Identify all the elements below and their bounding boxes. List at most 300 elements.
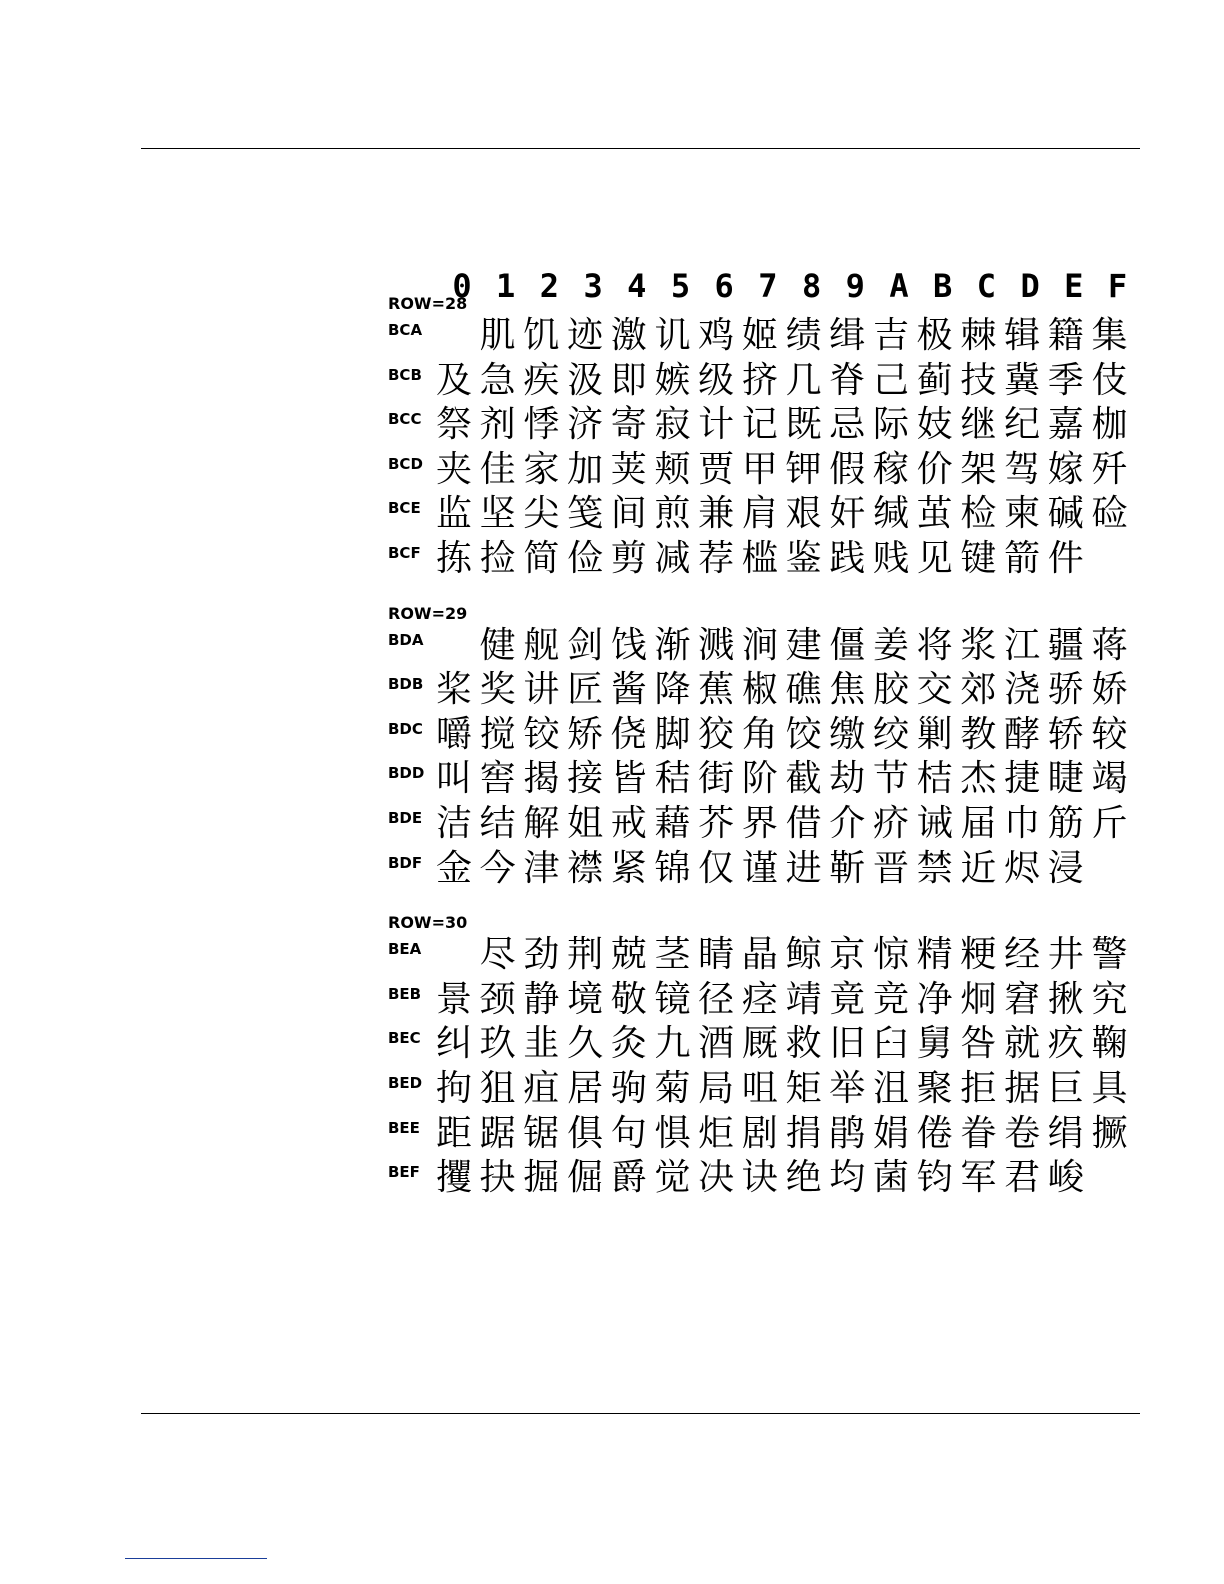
glyph-cell: 记 — [741, 404, 778, 446]
glyph-cell: 戒 — [610, 802, 647, 844]
column-header-e: E — [1064, 267, 1084, 305]
glyph-cell: 攫 — [435, 1157, 472, 1199]
glyph-cell: 锦 — [654, 847, 691, 889]
glyph-cell: 锯 — [523, 1112, 560, 1154]
glyph-cell: 激 — [610, 315, 647, 356]
glyph-cell: 茎 — [654, 934, 691, 976]
glyph-cell: 伎 — [1091, 359, 1128, 401]
glyph-cell: 既 — [785, 404, 822, 446]
glyph-cell: 歼 — [1091, 448, 1128, 490]
glyph-cell: 讥 — [654, 315, 691, 356]
glyph-cell: 禁 — [916, 847, 953, 889]
glyph-cell: 嫉 — [654, 359, 691, 401]
glyph-cell: 咀 — [741, 1067, 778, 1109]
glyph-cell: 祭 — [435, 404, 472, 446]
column-header-8: 8 — [801, 267, 822, 305]
glyph-cell: 咎 — [960, 1023, 997, 1065]
code-row — [388, 359, 1148, 404]
glyph-cell: 监 — [435, 493, 472, 535]
glyph-cell: 减 — [654, 537, 691, 579]
glyph-cell: 句 — [610, 1112, 647, 1154]
glyph-cell: 警 — [1091, 934, 1128, 976]
row-code: BEE — [388, 1118, 420, 1137]
glyph-cell: 疚 — [1047, 1023, 1084, 1065]
row-code: BCA — [388, 321, 423, 339]
glyph-cell: 井 — [1047, 934, 1084, 976]
glyph-cell: 椒 — [741, 669, 778, 711]
glyph-cell: 缴 — [829, 713, 866, 755]
glyph-cell: 倔 — [567, 1157, 604, 1199]
glyph-cell: 爵 — [610, 1157, 647, 1199]
glyph-cell: 斤 — [1091, 802, 1128, 844]
glyph-cell: 碱 — [1047, 493, 1084, 535]
glyph-cell: 敬 — [610, 978, 647, 1020]
glyph-cell: 焦 — [829, 669, 866, 711]
glyph-cell: 季 — [1047, 359, 1084, 401]
glyph-cell: 经 — [1004, 934, 1041, 976]
glyph-cell: 急 — [479, 359, 516, 401]
glyph-cell: 硷 — [1091, 493, 1128, 535]
glyph-cell: 捷 — [1004, 758, 1041, 800]
glyph-cell: 绩 — [785, 315, 822, 356]
glyph-cell: 靳 — [829, 847, 866, 889]
code-row — [388, 1156, 1148, 1201]
glyph-cell: 脚 — [654, 713, 691, 755]
glyph-cell: 肩 — [741, 493, 778, 535]
code-row — [388, 314, 1148, 359]
glyph-cell: 加 — [567, 448, 604, 490]
row-code: BED — [388, 1073, 423, 1092]
glyph-cell: 狡 — [698, 713, 735, 755]
glyph-cell: 技 — [960, 359, 997, 401]
glyph-cell: 据 — [1004, 1067, 1041, 1109]
glyph-cell: 捡 — [479, 537, 516, 579]
glyph-cell: 晶 — [741, 934, 778, 976]
glyph-cell: 举 — [829, 1067, 866, 1109]
glyph-cell: 进 — [785, 847, 822, 889]
glyph-cell: 嚼 — [435, 713, 472, 755]
code-row — [388, 537, 1148, 582]
glyph-cell: 粳 — [960, 934, 997, 976]
column-header-9: 9 — [845, 267, 865, 305]
glyph-cell: 健 — [479, 624, 516, 666]
glyph-cell: 晋 — [872, 847, 909, 889]
glyph-cell: 杰 — [960, 758, 997, 800]
glyph-cell: 己 — [872, 359, 909, 401]
glyph-cell: 紧 — [610, 847, 647, 889]
row-block — [388, 604, 1148, 892]
row-code: BEA — [388, 940, 422, 959]
glyph-cell: 教 — [960, 713, 997, 755]
glyph-cell: 郊 — [960, 669, 997, 711]
glyph-cell: 俭 — [567, 537, 604, 579]
glyph-cell: 级 — [698, 359, 735, 401]
glyph-cell: 菊 — [654, 1067, 691, 1109]
glyph-cell: 佳 — [479, 448, 516, 490]
code-row — [388, 802, 1148, 847]
glyph-cell: 拣 — [435, 537, 472, 579]
glyph-cell: 饺 — [785, 713, 822, 755]
glyph-cell: 精 — [916, 934, 953, 976]
glyph-cell: 镜 — [654, 978, 691, 1020]
glyph-cell: 街 — [698, 758, 735, 800]
glyph-cell: 捐 — [785, 1112, 822, 1154]
glyph-cell: 净 — [916, 978, 953, 1020]
glyph-cell: 睛 — [698, 934, 735, 976]
glyph-cell: 兼 — [698, 493, 735, 535]
glyph-cell: 柬 — [1004, 493, 1041, 535]
glyph-cell: 绞 — [872, 713, 909, 755]
row-code: BDC — [388, 719, 423, 738]
row-code: BDF — [388, 853, 423, 872]
glyph-cell: 踞 — [479, 1112, 516, 1154]
glyph-cell: 巨 — [1047, 1067, 1084, 1109]
glyph-cell: 枷 — [1091, 404, 1128, 446]
glyph-cell: 辑 — [1004, 315, 1041, 356]
glyph-cell: 灸 — [610, 1023, 647, 1065]
row-code: BCF — [388, 543, 421, 562]
column-header-f: F — [1107, 267, 1128, 305]
glyph-cell: 挤 — [741, 359, 778, 401]
glyph-cell: 届 — [960, 802, 997, 844]
glyph-cell: 劫 — [829, 758, 866, 800]
glyph-cell: 均 — [829, 1157, 866, 1199]
code-row — [388, 403, 1148, 448]
glyph-cell: 娟 — [872, 1112, 909, 1154]
row-code: BEB — [388, 984, 422, 1003]
glyph-cell: 津 — [523, 847, 560, 889]
glyph-cell: 抉 — [479, 1157, 516, 1199]
glyph-cell: 决 — [698, 1157, 735, 1199]
glyph-cell: 径 — [698, 978, 735, 1020]
glyph-cell: 降 — [654, 669, 691, 711]
glyph-cell: 秸 — [654, 758, 691, 800]
glyph-cell: 鸡 — [698, 315, 735, 356]
glyph-cell: 奸 — [829, 493, 866, 535]
character-code-table — [388, 268, 1148, 1201]
glyph-cell: 骄 — [1047, 669, 1084, 711]
glyph-cell: 稼 — [872, 448, 909, 490]
column-header-3: 3 — [583, 267, 603, 305]
glyph-cell: 峻 — [1047, 1157, 1084, 1199]
glyph-cell: 睫 — [1047, 758, 1084, 800]
column-header-2: 2 — [539, 267, 560, 305]
glyph-cell: 假 — [829, 448, 866, 490]
glyph-cell: 较 — [1091, 713, 1128, 755]
glyph-cell: 侥 — [610, 713, 647, 755]
glyph-cell: 夹 — [435, 448, 472, 490]
code-row — [388, 847, 1148, 892]
glyph-cell: 缄 — [872, 493, 909, 535]
glyph-cell: 惧 — [654, 1112, 691, 1154]
glyph-cell: 襟 — [567, 847, 604, 889]
glyph-cell: 钾 — [785, 448, 822, 490]
glyph-cell: 近 — [960, 847, 997, 889]
glyph-cell: 绝 — [785, 1157, 822, 1199]
glyph-cell: 结 — [479, 802, 516, 844]
glyph-cell: 江 — [1004, 624, 1041, 666]
glyph-cell: 竞 — [872, 978, 909, 1020]
glyph-cell: 究 — [1091, 978, 1128, 1020]
glyph-cell: 劲 — [523, 934, 560, 976]
glyph-cell: 窖 — [479, 758, 516, 800]
glyph-cell: 军 — [960, 1157, 997, 1199]
glyph-cell: 冀 — [1004, 359, 1041, 401]
glyph-cell: 荆 — [567, 934, 604, 976]
glyph-cell: 皆 — [610, 758, 647, 800]
glyph-cell: 将 — [916, 624, 953, 666]
column-header-1: 1 — [496, 267, 516, 305]
glyph-cell: 及 — [435, 359, 472, 401]
glyph-cell: 解 — [523, 802, 560, 844]
glyph-cell: 尽 — [479, 934, 516, 976]
glyph-cell: 阶 — [741, 758, 778, 800]
glyph-cell: 界 — [741, 802, 778, 844]
glyph-cell: 惊 — [872, 934, 909, 976]
glyph-cell: 角 — [741, 713, 778, 755]
glyph-cell: 颈 — [479, 978, 516, 1020]
glyph-cell: 疥 — [872, 802, 909, 844]
glyph-cell: 纪 — [1004, 404, 1041, 446]
glyph-cell: 景 — [435, 978, 472, 1020]
glyph-cell: 节 — [872, 758, 909, 800]
row-code: BEC — [388, 1029, 421, 1048]
glyph-cell: 汲 — [567, 359, 604, 401]
glyph-cell: 静 — [523, 978, 560, 1020]
glyph-cell: 旧 — [829, 1023, 866, 1065]
glyph-cell: 继 — [960, 404, 997, 446]
glyph-cell: 籍 — [1047, 315, 1084, 356]
row-code: BDE — [388, 808, 423, 827]
glyph-cell: 饯 — [610, 624, 647, 666]
glyph-cell: 韭 — [523, 1023, 560, 1065]
glyph-cell: 践 — [829, 537, 866, 579]
glyph-cell: 剑 — [567, 624, 604, 666]
row-code: BDB — [388, 675, 424, 694]
glyph-cell: 叫 — [435, 758, 472, 800]
glyph-cell: 鉴 — [785, 537, 822, 579]
code-row — [388, 1112, 1148, 1157]
glyph-cell: 聚 — [916, 1067, 953, 1109]
row-code: BCC — [388, 410, 422, 429]
glyph-cell: 坚 — [479, 493, 516, 535]
glyph-cell: 拒 — [960, 1067, 997, 1109]
glyph-cell: 箭 — [1004, 537, 1041, 579]
glyph-cell: 玖 — [479, 1023, 516, 1065]
glyph-cell: 仅 — [698, 847, 735, 889]
row-code: BCE — [388, 499, 421, 518]
glyph-cell: 舰 — [523, 624, 560, 666]
glyph-cell: 今 — [479, 847, 516, 889]
glyph-cell: 极 — [916, 315, 953, 356]
glyph-cell: 烬 — [1004, 847, 1041, 889]
glyph-cell: 寄 — [610, 404, 647, 446]
glyph-cell: 觉 — [654, 1157, 691, 1199]
glyph-cell: 检 — [960, 493, 997, 535]
glyph-cell: 交 — [916, 669, 953, 711]
glyph-cell: 铰 — [523, 713, 560, 755]
glyph-cell: 距 — [435, 1112, 472, 1154]
glyph-cell: 溅 — [698, 624, 735, 666]
row-code: BCB — [388, 365, 422, 384]
glyph-cell: 疆 — [1047, 624, 1084, 666]
row-code: BDD — [388, 764, 425, 783]
glyph-cell: 渐 — [654, 624, 691, 666]
glyph-cell: 鲸 — [785, 934, 822, 976]
glyph-cell: 简 — [523, 537, 560, 579]
glyph-cell: 匠 — [567, 669, 604, 711]
glyph-cell: 际 — [872, 404, 909, 446]
glyph-cell: 即 — [610, 359, 647, 401]
glyph-cell: 浸 — [1047, 847, 1084, 889]
glyph-cell: 居 — [567, 1067, 604, 1109]
glyph-cell: 艰 — [785, 493, 822, 535]
glyph-cell: 姬 — [741, 315, 778, 356]
glyph-cell: 鞠 — [1091, 1023, 1128, 1065]
glyph-cell: 见 — [916, 537, 953, 579]
glyph-cell: 茧 — [916, 493, 953, 535]
glyph-cell: 迹 — [567, 315, 604, 356]
glyph-cell: 竭 — [1091, 758, 1128, 800]
row-label: ROW=28 — [388, 294, 468, 313]
code-row — [388, 713, 1148, 758]
glyph-cell: 桨 — [435, 669, 472, 711]
glyph-cell: 矫 — [567, 713, 604, 755]
column-header-5: 5 — [670, 267, 691, 305]
glyph-cell: 吉 — [872, 315, 909, 356]
glyph-cell: 忌 — [829, 404, 866, 446]
glyph-cell: 炬 — [698, 1112, 735, 1154]
glyph-cell: 巾 — [1004, 802, 1041, 844]
column-header-6: 6 — [714, 267, 734, 305]
glyph-cell: 截 — [785, 758, 822, 800]
glyph-cell: 贾 — [698, 448, 735, 490]
glyph-cell: 荐 — [698, 537, 735, 579]
glyph-cell: 兢 — [610, 934, 647, 976]
glyph-cell: 倦 — [916, 1112, 953, 1154]
glyph-cell: 金 — [435, 847, 472, 889]
glyph-cell: 撅 — [1091, 1112, 1128, 1154]
row-code: BCD — [388, 454, 423, 473]
code-row — [388, 978, 1148, 1023]
row-code: BDA — [388, 630, 424, 649]
glyph-cell: 窘 — [1004, 978, 1041, 1020]
code-row — [388, 448, 1148, 493]
glyph-cell: 键 — [960, 537, 997, 579]
footer-link-underline — [125, 1558, 267, 1559]
glyph-cell: 浇 — [1004, 669, 1041, 711]
glyph-cell: 掘 — [523, 1157, 560, 1199]
glyph-cell: 炯 — [960, 978, 997, 1020]
glyph-cell: 间 — [610, 493, 647, 535]
glyph-cell: 救 — [785, 1023, 822, 1065]
code-row — [388, 668, 1148, 713]
glyph-cell: 痉 — [741, 978, 778, 1020]
glyph-cell: 蕉 — [698, 669, 735, 711]
glyph-cell: 浆 — [960, 624, 997, 666]
code-row — [388, 1022, 1148, 1067]
code-row — [388, 624, 1148, 669]
glyph-cell: 蓟 — [916, 359, 953, 401]
glyph-cell: 借 — [785, 802, 822, 844]
glyph-cell: 芥 — [698, 802, 735, 844]
glyph-cell: 姐 — [567, 802, 604, 844]
column-header-7: 7 — [758, 267, 778, 305]
glyph-cell: 荚 — [610, 448, 647, 490]
glyph-cell: 诫 — [916, 802, 953, 844]
glyph-cell: 笺 — [567, 493, 604, 535]
glyph-cell: 槛 — [741, 537, 778, 579]
glyph-cell: 卷 — [1004, 1112, 1041, 1154]
row-block — [388, 913, 1148, 1201]
glyph-cell: 拘 — [435, 1067, 472, 1109]
glyph-cell: 煎 — [654, 493, 691, 535]
glyph-cell: 集 — [1091, 315, 1128, 356]
column-header-b: B — [933, 267, 953, 305]
column-header-d: D — [1020, 267, 1040, 305]
glyph-cell: 境 — [567, 978, 604, 1020]
row-code: BEF — [388, 1163, 420, 1182]
glyph-cell: 架 — [960, 448, 997, 490]
glyph-cell: 嘉 — [1047, 404, 1084, 446]
glyph-cell: 舅 — [916, 1023, 953, 1065]
column-header-4: 4 — [627, 267, 647, 305]
glyph-cell: 件 — [1047, 537, 1084, 579]
glyph-cell: 久 — [567, 1023, 604, 1065]
glyph-cell: 眷 — [960, 1112, 997, 1154]
glyph-cell: 饥 — [523, 315, 560, 356]
row-label: ROW=30 — [388, 913, 468, 933]
glyph-cell: 僵 — [829, 624, 866, 666]
glyph-cell: 驾 — [1004, 448, 1041, 490]
glyph-cell: 价 — [916, 448, 953, 490]
glyph-cell: 搅 — [479, 713, 516, 755]
row-block — [388, 294, 1148, 582]
glyph-cell: 臼 — [872, 1023, 909, 1065]
code-row — [388, 1067, 1148, 1112]
glyph-cell: 贱 — [872, 537, 909, 579]
glyph-cell: 剪 — [610, 537, 647, 579]
glyph-cell: 嫁 — [1047, 448, 1084, 490]
glyph-cell: 寂 — [654, 404, 691, 446]
glyph-cell: 疽 — [523, 1067, 560, 1109]
glyph-cell: 缉 — [829, 315, 866, 356]
glyph-cell: 计 — [698, 404, 735, 446]
glyph-cell: 甲 — [741, 448, 778, 490]
glyph-cell: 就 — [1004, 1023, 1041, 1065]
glyph-cell: 接 — [567, 758, 604, 800]
glyph-cell: 揪 — [1047, 978, 1084, 1020]
glyph-cell: 矩 — [785, 1067, 822, 1109]
glyph-cell: 疾 — [523, 359, 560, 401]
column-header-c: C — [976, 267, 997, 305]
code-row — [388, 933, 1148, 978]
glyph-cell: 济 — [567, 404, 604, 446]
code-row — [388, 492, 1148, 537]
glyph-cell: 胶 — [872, 669, 909, 711]
glyph-cell: 菌 — [872, 1157, 909, 1199]
top-rule — [141, 148, 1140, 149]
glyph-cell: 鹃 — [829, 1112, 866, 1154]
glyph-cell: 靖 — [785, 978, 822, 1020]
glyph-cell: 洁 — [435, 802, 472, 844]
glyph-cell: 钧 — [916, 1157, 953, 1199]
glyph-cell: 纠 — [435, 1023, 472, 1065]
glyph-cell: 几 — [785, 359, 822, 401]
glyph-cell: 姜 — [872, 624, 909, 666]
glyph-cell: 竟 — [829, 978, 866, 1020]
glyph-cell: 驹 — [610, 1067, 647, 1109]
